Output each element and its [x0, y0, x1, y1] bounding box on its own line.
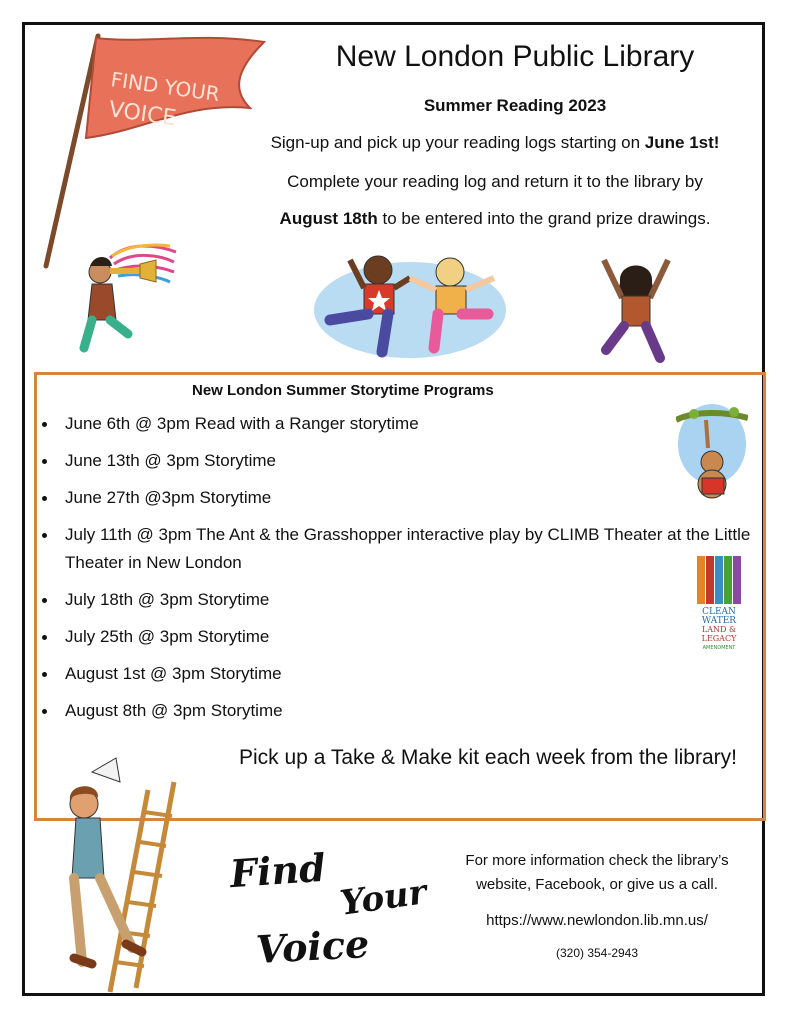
- girl-megaphone-ladder-illustration: [44, 752, 194, 998]
- logo-word-voice: Voice: [254, 921, 371, 972]
- program-list: [36, 410, 756, 734]
- monkey-reading-illustration: [676, 400, 748, 506]
- subtitle: Summer Reading 2023: [423, 96, 607, 115]
- logo-amendment: AMENDMENT: [702, 645, 736, 651]
- intro-line-3-text: to be entered into the grand prize drawings.: [377, 209, 711, 228]
- intro-line-2: Complete your reading log and return it to the library by: [287, 172, 703, 191]
- program-item: July 25th @ 3pm Storytime: [36, 623, 756, 651]
- program-item: August 8th @ 3pm Storytime: [36, 697, 756, 725]
- website-link[interactable]: https://www.newlondon.lib.mn.us/: [486, 912, 708, 929]
- trumpet-kid-illustration: [70, 238, 180, 358]
- intro-line-1: [240, 133, 750, 153]
- intro-line-3: [240, 209, 750, 229]
- intro-date-start: June 1st!: [644, 133, 720, 152]
- legacy-amendment-logo: [693, 556, 745, 652]
- logo-word-your: Your: [337, 872, 430, 924]
- contact-line-1: For more information check the library’s: [465, 852, 729, 869]
- logo-water: WATER: [701, 616, 737, 626]
- program-item: August 1st @ 3pm Storytime: [36, 660, 756, 688]
- logo-legacy: LEGACY: [701, 634, 737, 643]
- logo-land: LAND &: [701, 625, 737, 634]
- flag-text-line2: VOICE: [107, 97, 178, 132]
- contact-line-2: website, Facebook, or give us a call.: [476, 876, 718, 893]
- flag-text-line1: FIND YOUR: [109, 67, 222, 107]
- program-item: June 13th @ 3pm Storytime: [36, 447, 756, 475]
- find-your-voice-logo: [226, 844, 430, 972]
- intro-date-end: August 18th: [279, 209, 378, 228]
- program-item: June 6th @ 3pm Read with a Ranger storytime: [36, 410, 756, 438]
- phone-number: (320) 354-2943: [555, 946, 639, 960]
- program-item: July 11th @ 3pm The Ant & the Grasshopper interactive play by CLIMB Theater at the Little Theater in New London: [36, 521, 773, 577]
- page-title: New London Public Library: [335, 40, 695, 73]
- program-item: July 18th @ 3pm Storytime: [36, 586, 756, 614]
- take-make-note: Pick up a Take & Make kit each week from the library!: [239, 746, 737, 769]
- logo-word-find: Find: [228, 844, 328, 897]
- intro-line-1-text: Sign-up and pick up your reading logs starting on: [270, 133, 645, 152]
- programs-heading: New London Summer Storytime Programs: [192, 382, 494, 399]
- dancing-kids-illustration: [310, 248, 510, 364]
- cheering-kid-illustration: [596, 252, 676, 364]
- program-item: June 27th @3pm Storytime: [36, 484, 756, 512]
- logo-clean: CLEAN: [702, 607, 736, 617]
